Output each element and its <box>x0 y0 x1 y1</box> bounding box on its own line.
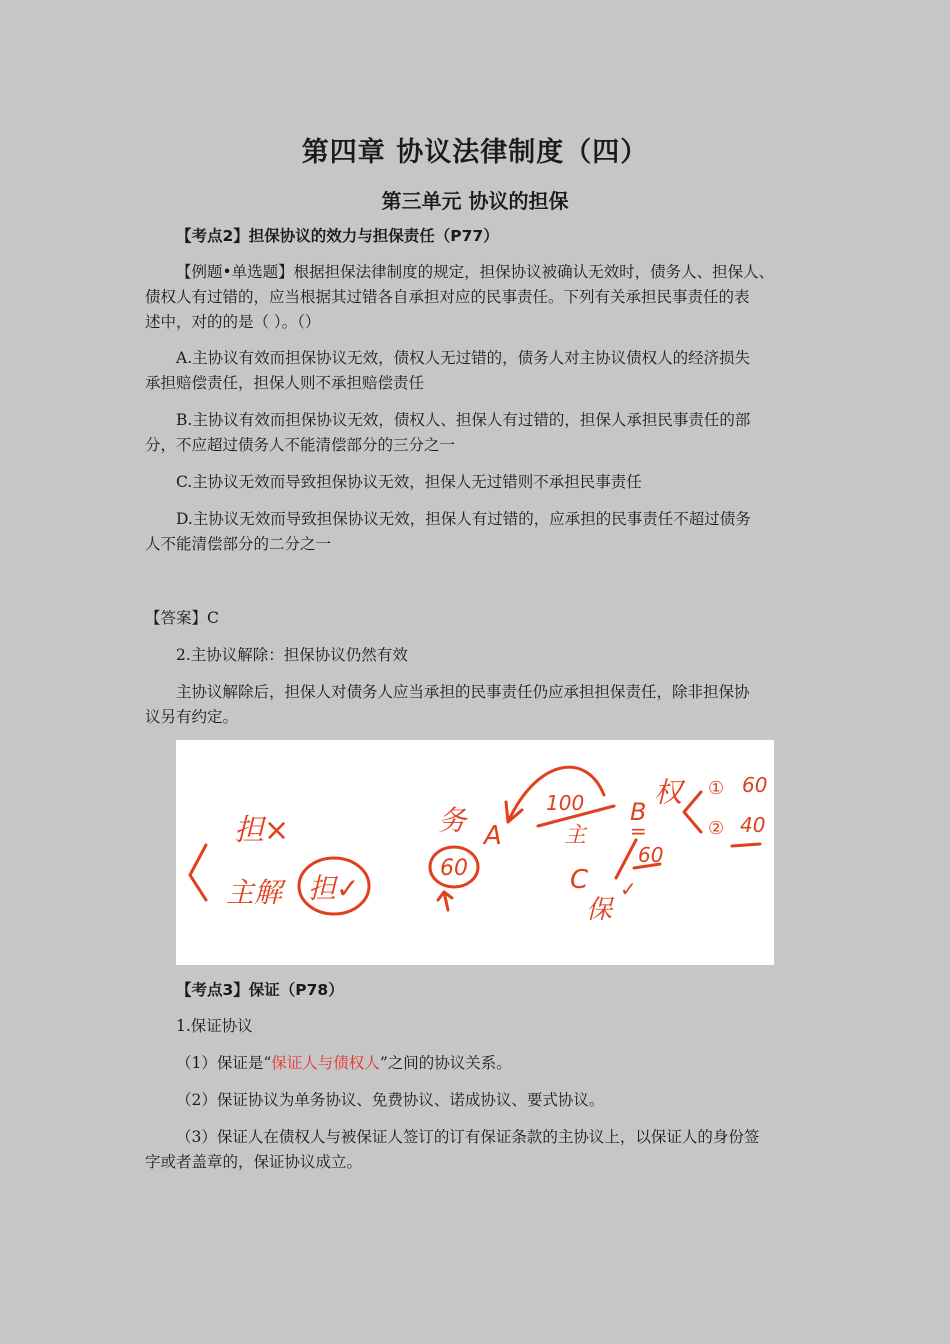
guarantor-char: 保 <box>586 895 613 925</box>
item-3-line-1: （3）保证人在债权人与被保证人签订的订有保证条款的主协议上，以保证人的身份签 <box>176 1128 760 1146</box>
left-bracket-stroke <box>190 845 206 900</box>
left-bottom-note: 主解 <box>226 876 283 909</box>
circled-one: ① <box>708 778 725 799</box>
amount-100: 100 <box>546 791 585 815</box>
item-1-prefix: （1）保证是“ <box>176 1054 272 1072</box>
section-2-line-2: 议另有约定。 <box>145 708 239 726</box>
item-1-highlight: 保证人与债权人 <box>271 1054 380 1072</box>
left-top-note: 担× <box>234 813 290 848</box>
main-char: 主 <box>564 823 587 848</box>
value-40: 40 <box>740 813 766 837</box>
section-2-heading: 2.主协议解除：担保协议仍然有效 <box>176 646 408 664</box>
creditor-char: 权 <box>654 776 683 809</box>
section-1-heading: 1.保证协议 <box>176 1017 253 1035</box>
question-line-1: 【例题•单选题】根据担保法律制度的规定，担保协议被确认无效时，债务人、担保人、 <box>176 263 775 281</box>
question-line-3: 述中，对的的是（ ）。（） <box>145 313 321 331</box>
option-a-line-2: 承担赔偿责任，担保人则不承担赔偿责任 <box>145 374 425 392</box>
node-a: A <box>484 821 502 851</box>
circled-two: ② <box>708 818 725 839</box>
item-1-suffix: ”之间的协议关系。 <box>379 1054 512 1072</box>
underline-40 <box>732 844 760 846</box>
key-point-2-heading: 【考点2】担保协议的效力与担保责任（P77） <box>176 227 499 245</box>
option-d-line-2: 人不能清偿部分的二分之一 <box>145 535 332 553</box>
item-3-line-2: 字或者盖章的，保证协议成立。 <box>145 1153 363 1171</box>
unit-title: 第三单元 协议的担保 <box>381 189 569 213</box>
debtor-char: 务 <box>438 804 467 837</box>
guarantee-valid-note: 担✓ <box>308 872 360 905</box>
circled-60: 60 <box>440 856 468 881</box>
key-point-3-heading: 【考点3】保证（P78） <box>176 981 344 999</box>
option-b-line-2: 分，不应超过债务人不能清偿部分的三分之一 <box>145 436 456 454</box>
option-b-line-1: B.主协议有效而担保协议无效，债权人、担保人有过错的，担保人承担民事责任的部 <box>176 411 751 429</box>
up-arrow <box>438 892 452 910</box>
node-b: B <box>630 798 647 826</box>
handwritten-diagram-svg <box>176 740 774 965</box>
option-c: C.主协议无效而导致担保协议无效，担保人无过错则不承担民事责任 <box>176 473 642 491</box>
handwritten-diagram <box>176 740 774 965</box>
item-1 <box>176 1051 846 1076</box>
slash-line <box>616 840 636 878</box>
node-c: C <box>570 865 589 895</box>
option-d-line-1: D.主协议无效而导致担保协议无效，担保人有过错的，应承担的民事责任不超过债务 <box>176 510 751 528</box>
equals-mark: = <box>630 819 647 843</box>
slash-value-60: 60 <box>638 843 664 867</box>
option-a-line-1: A.主协议有效而担保协议无效，债权人无过错的，债务人对主协议债权人的经济损失 <box>176 349 751 367</box>
check-mark: ✓ <box>620 877 637 901</box>
answer: 【答案】C <box>145 609 219 627</box>
right-bracket-stroke <box>684 792 701 832</box>
value-60: 60 <box>742 773 768 797</box>
item-2: （2）保证协议为单务协议、免费协议、诺成协议、要式协议。 <box>176 1091 605 1109</box>
chapter-title: 第四章 协议法律制度（四） <box>301 137 649 168</box>
question-line-2: 债权人有过错的，应当根据其过错各自承担对应的民事责任。下列有关承担民事责任的表 <box>145 288 750 306</box>
section-2-line-1: 主协议解除后，担保人对债务人应当承担的民事责任仍应承担担保责任，除非担保协 <box>176 683 750 701</box>
